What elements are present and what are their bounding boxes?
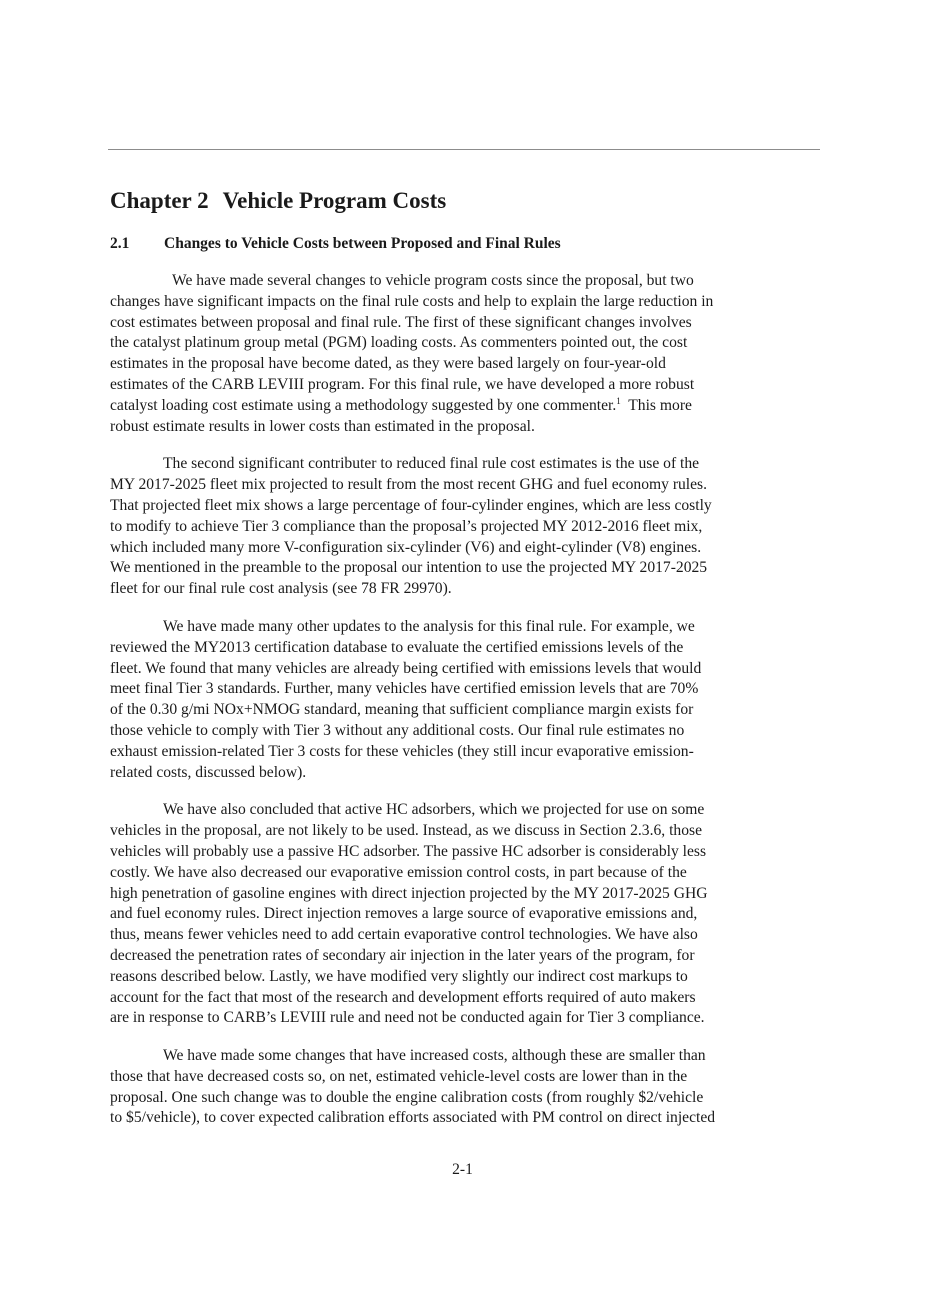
text-line: exhaust emission-related Tier 3 costs for these vehicles (they still incur evaporative emission- xyxy=(110,742,694,760)
text-line: decreased the penetration rates of secondary air injection in the later years of the program, for xyxy=(110,946,695,964)
section-number: 2.1 xyxy=(110,235,130,252)
page-number: 2-1 xyxy=(452,1161,473,1178)
text-line: We have also concluded that active HC adsorbers, which we projected for use on some xyxy=(163,801,705,819)
text-line: reasons described below. Lastly, we have modified very slightly our indirect cost markups to xyxy=(110,967,688,985)
paragraph-4 xyxy=(110,800,822,1029)
text-line: to modify to achieve Tier 3 compliance than the proposal’s projected MY 2012-2016 fleet mix, xyxy=(110,517,703,535)
section-heading xyxy=(110,234,561,254)
text-line: vehicles will probably use a passive HC adsorber. The passive HC adsorber is considerably less xyxy=(110,842,707,860)
text-line: We have made some changes that have increased costs, although these are smaller than xyxy=(163,1047,706,1065)
paragraph-3 xyxy=(110,617,822,783)
text-line: MY 2017-2025 fleet mix projected to result from the most recent GHG and fuel economy rules. xyxy=(110,476,708,494)
text-line: those that have decreased costs so, on net, estimated vehicle-level costs are lower than in the xyxy=(110,1067,688,1085)
body-text xyxy=(110,271,822,1146)
text-line: estimates in the proposal have become dated, as they were based largely on four-year-old xyxy=(110,355,666,373)
text-line: We have made many other updates to the analysis for this final rule. For example, we xyxy=(163,617,695,635)
header-rule xyxy=(108,149,820,150)
text-line: are in response to CARB’s LEVIII rule and need not be conducted again for Tier 3 compliance. xyxy=(110,1009,705,1027)
text-line: We have made several changes to vehicle program costs since the proposal, but two xyxy=(172,272,694,289)
text-line: the catalyst platinum group metal (PGM) loading costs. As commenters pointed out, the cost xyxy=(110,334,688,352)
text-line: of the 0.30 g/mi NOx+NMOG standard, meaning that sufficient compliance margin exists for xyxy=(110,701,694,719)
chapter-title xyxy=(110,186,446,216)
text-line: account for the fact that most of the research and development efforts required of auto makers xyxy=(110,988,696,1006)
paragraph-5 xyxy=(110,1046,822,1129)
text-line-with-footnote xyxy=(110,396,822,417)
text-line: those vehicle to comply with Tier 3 without any additional costs. Our final rule estimates no xyxy=(110,721,685,739)
chapter-name: Vehicle Program Costs xyxy=(222,188,447,213)
text-line: high penetration of gasoline engines with direct injection projected by the MY 2017-2025 GHG xyxy=(110,884,708,902)
text-line: cost estimates between proposal and final rule. The first of these significant changes involves xyxy=(110,313,692,331)
chapter-number: Chapter 2 xyxy=(110,188,209,213)
section-title: Changes to Vehicle Costs between Proposed and Final Rules xyxy=(164,235,561,252)
footnote-reference[interactable]: 1 xyxy=(616,395,621,406)
text-line: reviewed the MY2013 certification database to evaluate the certified emissions levels of the xyxy=(110,638,684,656)
text-line: changes have significant impacts on the final rule costs and help to explain the large reduction in xyxy=(110,292,714,310)
text-line: fleet. We found that many vehicles are already being certified with emissions levels that would xyxy=(110,659,702,677)
text-line: to $5/vehicle), to cover expected calibration efforts associated with PM control on direct injected xyxy=(110,1109,716,1127)
text-line: robust estimate results in lower costs than estimated in the proposal. xyxy=(110,417,535,435)
text-line: related costs, discussed below). xyxy=(110,763,307,781)
text-line: fleet for our final rule cost analysis (see 78 FR 29970). xyxy=(110,580,452,598)
text-line: The second significant contributer to reduced final rule cost estimates is the use of the xyxy=(163,455,700,473)
text-line: and fuel economy rules. Direct injection removes a large source of evaporative emissions and, xyxy=(110,905,698,923)
text-line: proposal. One such change was to double the engine calibration costs (from roughly $2/vehicle xyxy=(110,1088,704,1106)
text-line: costly. We have also decreased our evaporative emission control costs, in part because of the xyxy=(110,863,687,881)
text-line: meet final Tier 3 standards. Further, many vehicles have certified emission levels that are 70% xyxy=(110,680,699,698)
text-line: That projected fleet mix shows a large percentage of four-cylinder engines, which are less costly xyxy=(110,496,712,514)
text-line: estimates of the CARB LEVIII program. For this final rule, we have developed a more robust xyxy=(110,375,695,393)
text-segment: This more xyxy=(620,396,692,414)
paragraph-1 xyxy=(110,271,822,437)
text-line: which included many more V-configuration six-cylinder (V6) and eight-cylinder (V8) engines. xyxy=(110,538,702,556)
text-line: thus, means fewer vehicles need to add certain evaporative control technologies. We have also xyxy=(110,926,698,944)
text-segment: catalyst loading cost estimate using a methodology suggested by one commenter. xyxy=(110,396,617,414)
text-line: We mentioned in the preamble to the proposal our intention to use the projected MY 2017-2025 xyxy=(110,559,708,577)
text-line: vehicles in the proposal, are not likely to be used. Instead, as we discuss in Section 2.3.6, those xyxy=(110,822,703,840)
paragraph-2 xyxy=(110,454,822,600)
